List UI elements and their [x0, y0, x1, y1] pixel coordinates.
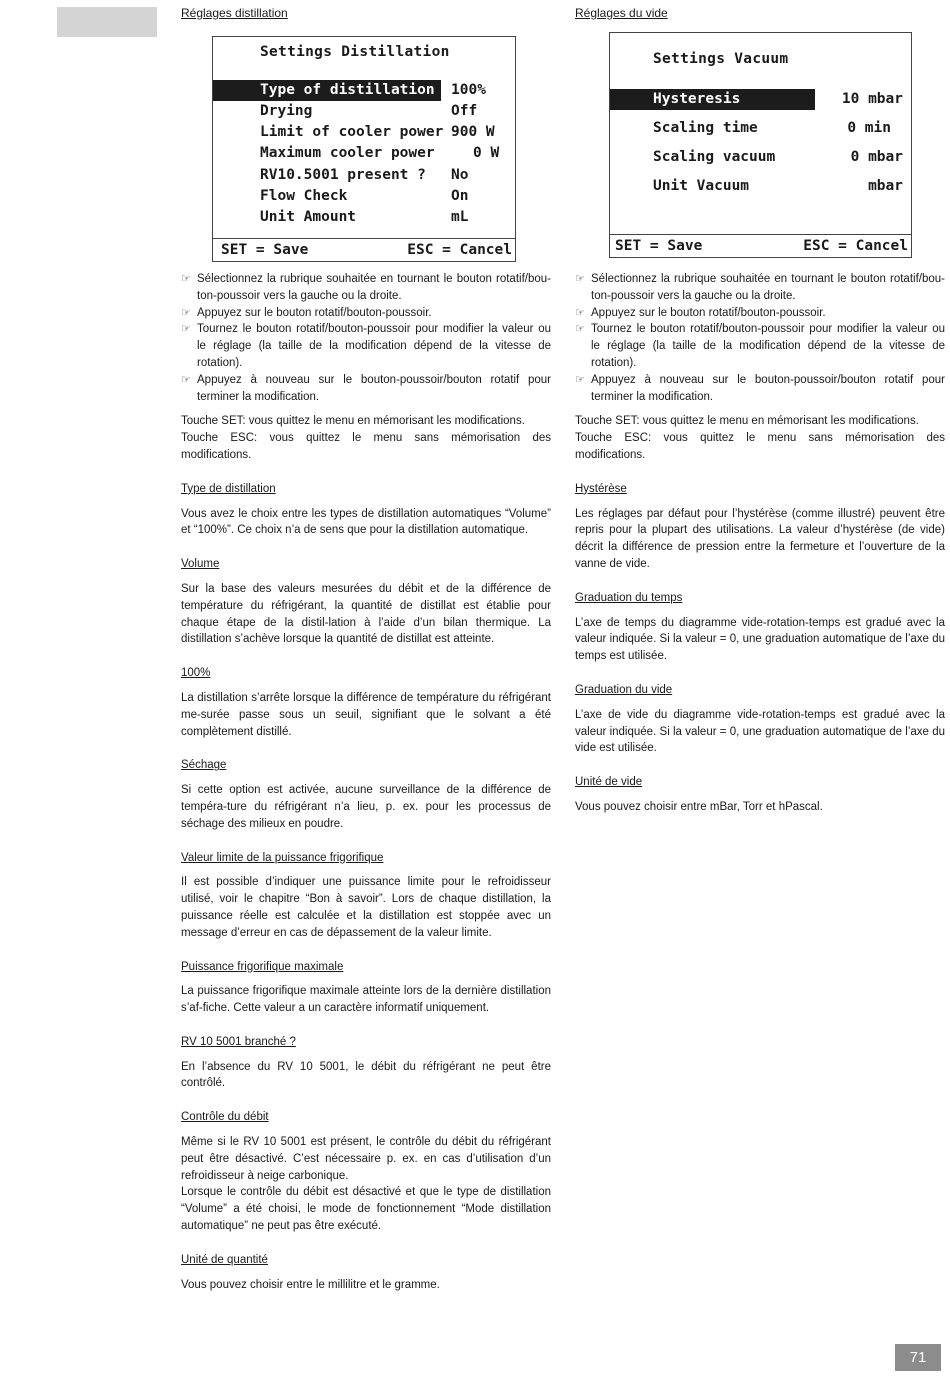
- section-title: Volume: [181, 558, 220, 571]
- lcd-row-label: Scaling vacuum: [653, 149, 776, 165]
- lcd-row-label: Type of distillation: [260, 82, 435, 98]
- section-title: Graduation du vide: [575, 683, 673, 696]
- lcd-row-limit-cooler-power: [213, 122, 515, 143]
- section-title: Unité de vide: [575, 776, 643, 789]
- right-column-text: [575, 271, 945, 816]
- lcd-esc-hint: ESC = Cancel: [407, 242, 512, 258]
- instruction-step: ☞ Appuyez à nouveau sur le bouton-poussoir/bouton rotatif pour terminer la modification.: [575, 373, 945, 403]
- hand-pointer-icon: ☞: [181, 273, 191, 285]
- instruction-steps: [181, 271, 551, 405]
- section-text: Lorsque le contrôle du débit est désactivé et que le type de distillation “Volume” a été choisi, le mode de fonctionnement “Mode distillation automatique” ne peut pas être exécuté.: [181, 1186, 551, 1233]
- lcd-row-label: Hysteresis: [653, 91, 741, 107]
- section-title: 100%: [181, 667, 211, 680]
- section-title: Valeur limite de la puissance frigorifique: [181, 851, 384, 864]
- hand-pointer-icon: ☞: [575, 306, 585, 319]
- lcd-row-label: Limit of cooler power: [260, 124, 444, 140]
- section-title: RV 10 5001 branché ?: [181, 1035, 296, 1048]
- instruction-step: ☞ Sélectionnez la rubrique souhaitée en tournant le bouton rotatif/bou-ton-poussoir vers la gauche ou la droite.: [181, 273, 551, 302]
- section-title: Puissance frigorifique maximale: [181, 960, 344, 973]
- lcd-row-max-cooler-power: [213, 143, 515, 164]
- lcd-title: Settings Distillation: [260, 44, 450, 60]
- section-text: Les réglages par défaut pour l’hystérèse (comme illustré) peuvent être repris pour la plupart des utilisations. La valeur d’hystérèse (de vide) décrit la différence de pression entre la fermeture et l’ouverture de la vanne de vide.: [575, 507, 945, 570]
- section-text: Vous pouvez choisir entre mBar, Torr et hPascal.: [575, 800, 823, 813]
- section-text: La distillation s’arrête lorsque la différence de température du réfrigérant me-surée passe sous un seuil, signifiant que le solvant a été complètement distillé.: [181, 691, 551, 738]
- lcd-row-scaling-vacuum: [610, 147, 911, 168]
- lcd-row-rv-present: [213, 165, 515, 186]
- section-text: En l’absence du RV 10 5001, le débit du réfrigérant ne peut être contrôlé.: [181, 1060, 551, 1090]
- lcd-distillation-settings: [212, 36, 516, 262]
- left-column-text: [181, 271, 551, 1293]
- section-text: Si cette option est activée, aucune surveillance de la différence de tempéra-ture du réfrigérant n’a lieu, p. ex. pour les processus de séchage des milieux en poudre.: [181, 784, 551, 830]
- lcd-row-label: Unit Vacuum: [653, 178, 750, 194]
- instruction-step: ☞ Sélectionnez la rubrique souhaitée en tournant le bouton rotatif/bou-ton-poussoir vers la gauche ou la droite.: [575, 273, 945, 302]
- lcd-row-value: Off: [451, 103, 478, 119]
- instruction-step: ☞ Tournez le bouton rotatif/bouton-poussoir pour modifier la valeur ou le réglage (la taille de la modification dépend de la vitesse de rotation).: [181, 323, 551, 369]
- lcd-row-unit-amount: [213, 207, 515, 228]
- lcd-vacuum-settings: [609, 32, 912, 258]
- heading-distillation-settings: Réglages distillation: [181, 6, 288, 20]
- lcd-row-label: Maximum cooler power: [260, 145, 435, 161]
- lcd-row-label: Drying: [260, 103, 313, 119]
- lcd-row-value: 900 W: [451, 124, 495, 140]
- section-text: Il est possible d’indiquer une puissance limite pour le refroidisseur utilisé, voir le chapitre “Bon à savoir”. Lors de chaque distillation, la puissance réelle est calculée et la distillation est stoppée avec un message d’erreur en cas de dépassement de la valeur limite.: [181, 876, 551, 939]
- section-text: Sur la base des valeurs mesurées du débit et de la différence de température du réfrigérant, la quantité de distillat est établie pour chaque étape de la distil-lation à l’aide d’un bilan thermique. La distillation s’achève lorsque la quantité de distillat est atteinte.: [181, 582, 551, 646]
- hand-pointer-icon: ☞: [575, 323, 585, 336]
- hand-pointer-icon: ☞: [575, 273, 585, 285]
- heading-vacuum-settings: Réglages du vide: [575, 6, 668, 20]
- hand-pointer-icon: ☞: [575, 373, 585, 386]
- hand-pointer-icon: ☞: [181, 373, 191, 386]
- lcd-row-value: On: [451, 188, 469, 204]
- key-esc-note: Touche ESC: vous quittez le menu sans mémorisation des modifications.: [575, 432, 945, 461]
- section-text: L’axe de vide du diagramme vide-rotation-temps est gradué avec la valeur indiquée. Si la valeur = 0, une graduation automatique de l’axe du vide est utilisée.: [575, 708, 945, 755]
- lcd-row-value: 0 mbar: [850, 149, 903, 165]
- key-esc-note: Touche ESC: vous quittez le menu sans mémorisation des modifications.: [181, 432, 551, 461]
- section-title: Séchage: [181, 759, 227, 772]
- section-title: Unité de quantité: [181, 1253, 268, 1266]
- instruction-step: ☞ Appuyez sur le bouton rotatif/bouton-poussoir.: [575, 305, 945, 322]
- section-title: Graduation du temps: [575, 591, 683, 604]
- lcd-row-value: 10 mbar: [841, 91, 903, 107]
- lcd-footer: [610, 234, 911, 257]
- instruction-step: ☞ Appuyez sur le bouton rotatif/bouton-poussoir.: [181, 305, 551, 322]
- lcd-row-type-of-distillation: [213, 80, 515, 101]
- lcd-row-label: RV10.5001 present ?: [260, 167, 426, 183]
- section-title: Type de distillation: [181, 482, 276, 495]
- lcd-set-hint: SET = Save: [615, 238, 703, 254]
- section-text: La puissance frigorifique maximale atteinte lors de la dernière distillation s’af-fiche. Cette valeur a un caractère informatif uniquement.: [181, 985, 551, 1015]
- section-text: Vous pouvez choisir entre le millilitre et le gramme.: [181, 1278, 440, 1291]
- lcd-row-unit-vacuum: [610, 176, 911, 197]
- lcd-row-value: mL: [451, 209, 469, 225]
- section-title: Hystérèse: [575, 482, 627, 495]
- lcd-esc-hint: ESC = Cancel: [803, 238, 908, 254]
- chapter-tab-marker: [57, 7, 157, 37]
- lcd-row-hysteresis: [610, 89, 911, 110]
- lcd-row-label: Scaling time: [653, 120, 758, 136]
- instruction-steps: [575, 271, 945, 405]
- page-number: 71: [895, 1344, 941, 1371]
- instruction-step: ☞ Tournez le bouton rotatif/bouton-poussoir pour modifier la valeur ou le réglage (la taille de la modification dépend de la vitesse de rotation).: [575, 323, 945, 369]
- lcd-row-value: 0 W: [473, 145, 500, 161]
- lcd-title: Settings Vacuum: [653, 51, 789, 67]
- hand-pointer-icon: ☞: [181, 323, 191, 336]
- section-text: Même si le RV 10 5001 est présent, le contrôle du débit du réfrigérant peut être désactivé. C’est nécessaire p. ex. en cas d’utilisation d’un refroidisseur à neige carbonique.: [181, 1136, 551, 1182]
- lcd-row-value: 0 min: [847, 120, 891, 136]
- lcd-row-scaling-time: [610, 118, 911, 139]
- lcd-row-value: 100%: [451, 82, 486, 98]
- section-title: Contrôle du débit: [181, 1111, 269, 1124]
- lcd-row-label: Unit Amount: [260, 209, 357, 225]
- key-set-note: Touche SET: vous quittez le menu en mémorisant les modifications.: [575, 415, 919, 428]
- lcd-set-hint: SET = Save: [221, 242, 309, 258]
- key-set-note: Touche SET: vous quittez le menu en mémorisant les modifications.: [181, 415, 525, 428]
- section-text: Vous avez le choix entre les types de distillation automatiques “Volume” et “100%”. Ce choix n’a de sens que pour la distillation automatique.: [181, 507, 551, 537]
- lcd-row-value: mbar: [868, 178, 903, 194]
- section-text: L’axe de temps du diagramme vide-rotation-temps est gradué avec la valeur indiquée. Si la valeur = 0, une graduation automatique de l’axe du temps est utilisée.: [575, 616, 945, 663]
- hand-pointer-icon: ☞: [181, 306, 191, 319]
- instruction-step: ☞ Appuyez à nouveau sur le bouton-poussoir/bouton rotatif pour terminer la modification.: [181, 373, 551, 403]
- lcd-row-drying: [213, 101, 515, 122]
- lcd-row-flow-check: [213, 186, 515, 207]
- lcd-row-label: Flow Check: [260, 188, 348, 204]
- lcd-footer: [213, 238, 515, 261]
- lcd-row-value: No: [451, 167, 469, 183]
